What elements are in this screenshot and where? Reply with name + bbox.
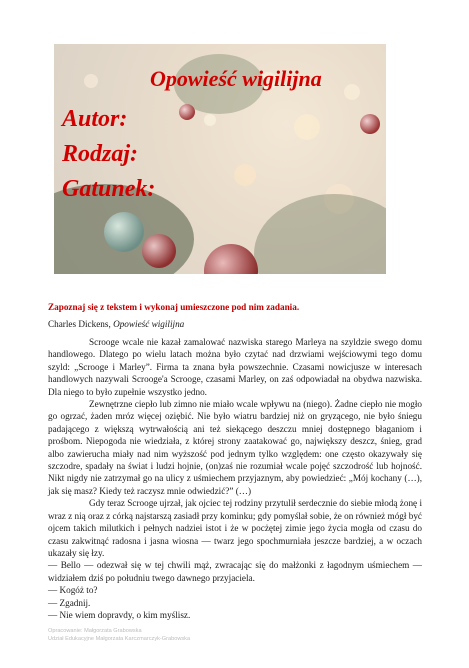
ornament-red <box>360 114 380 134</box>
header-image <box>54 44 386 274</box>
source-line <box>48 319 184 329</box>
ornament-red <box>142 234 176 268</box>
ornament-green <box>104 212 144 252</box>
worksheet-title: Opowieść wigilijna <box>150 66 322 91</box>
source-author: Charles Dickens, <box>48 319 111 329</box>
footer-line: Udział Edukacyjne Małgorzata Karczmarczyk-Grabowska <box>48 636 191 642</box>
footer-line: Opracowanie: Małgorzata Grabowska <box>48 628 142 634</box>
kind-label: Rodzaj: <box>62 141 139 167</box>
image-watermark: sprzedam.pl <box>358 267 380 272</box>
bokeh-light <box>204 114 216 126</box>
bokeh-light <box>294 114 320 140</box>
dialogue-line: — Nie wiem dopravdy, o kim myślisz. <box>48 609 191 620</box>
dialogue-line: — Bello — odezwał się w tej chwili mąż, zwracając się do małżonki z łagodnym uśmiechem — widziałem dziś po południu twego dawnego przyjaciela. <box>48 560 422 583</box>
footer-credits <box>48 627 190 643</box>
ornament-red <box>179 104 195 120</box>
paragraph: Zewnętrzne ciepło lub zimno nie miało wcale wpływu na (niego). Żadne ciepło nie mogło go ogrzać, żaden mróz więcej oziębić. Nie było wiatru bardziej niż on gryzącego, nie było śniegu padającego z większą wytrwałością ani też siekącego deszczu mniej dostępnego błaganiom i prośbom. Niepogoda nie wiedziała, z której strony zaatakować go, największy deszcz, śnieg, grad albo zawierucha miały nad nim wyższość pod jednym tylko względem: one często okazywały się szczodre, spadały na świat i ludzi hojnie, (on)zaś nie rozumiał wcale pojęć szczodrość lub hojność. Nikt nigdy nie zatrzymał go na ulicy z uśmiechem przyjaznym, aby powiedzieć: „Mój kochany (…), jak się masz? Kiedy też raczysz mnie odwiedzić?” (…) <box>48 399 422 496</box>
bokeh-light <box>344 84 360 100</box>
text-body <box>48 336 422 621</box>
genre-label: Gatunek: <box>62 176 156 202</box>
bokeh-light <box>84 74 98 88</box>
dialogue-line: — Zgadnij. <box>48 597 91 608</box>
paragraph: Gdy teraz Scrooge ujrzał, jak ojciec tej rodziny przytulił serdecznie do siebie młodą żonę i wraz z nią oraz z córką najstarszą zasiadł przy kominku; gdy pomyślał sobie, że on również mógł być ojcem takich milutkich i pełnych nadziei istot i że w pocżętej zimie jego życia mogła od czasu do czasu zakwitnąć radosna i jasna wiosna — twarz jego spochmurniała jeszcze bardziej, a w oczach ukazały się łzy. <box>48 498 423 558</box>
source-work: Opowieść wigilijna <box>113 319 185 329</box>
task-instruction: Zapoznaj się z tekstem i wykonaj umieszczone pod nim zadania. <box>48 302 300 312</box>
paragraph: Scrooge wcale nie kazał zamalować nazwiska starego Marleya na szyldzie swego domu handlowego. Dlatego po wielu latach można było czytać nad drzwiami wejściowymi tego domu szyld: „Scrooge i Marley”. Firma ta znana była powszechnie. Czasami nowicjusze w interesach handlowych nazywali Scrooge'a Scrooge, czasami Marley, on zaś odpowiadał na obydwa nazwiska. Dla niego to było zupełnie wszystko jedno. <box>48 337 422 397</box>
ornament-red <box>204 244 258 274</box>
author-label: Autor: <box>62 106 128 132</box>
pine-branch <box>254 194 386 274</box>
dialogue-line: — Kogóż to? <box>48 585 98 596</box>
bokeh-light <box>234 164 256 186</box>
